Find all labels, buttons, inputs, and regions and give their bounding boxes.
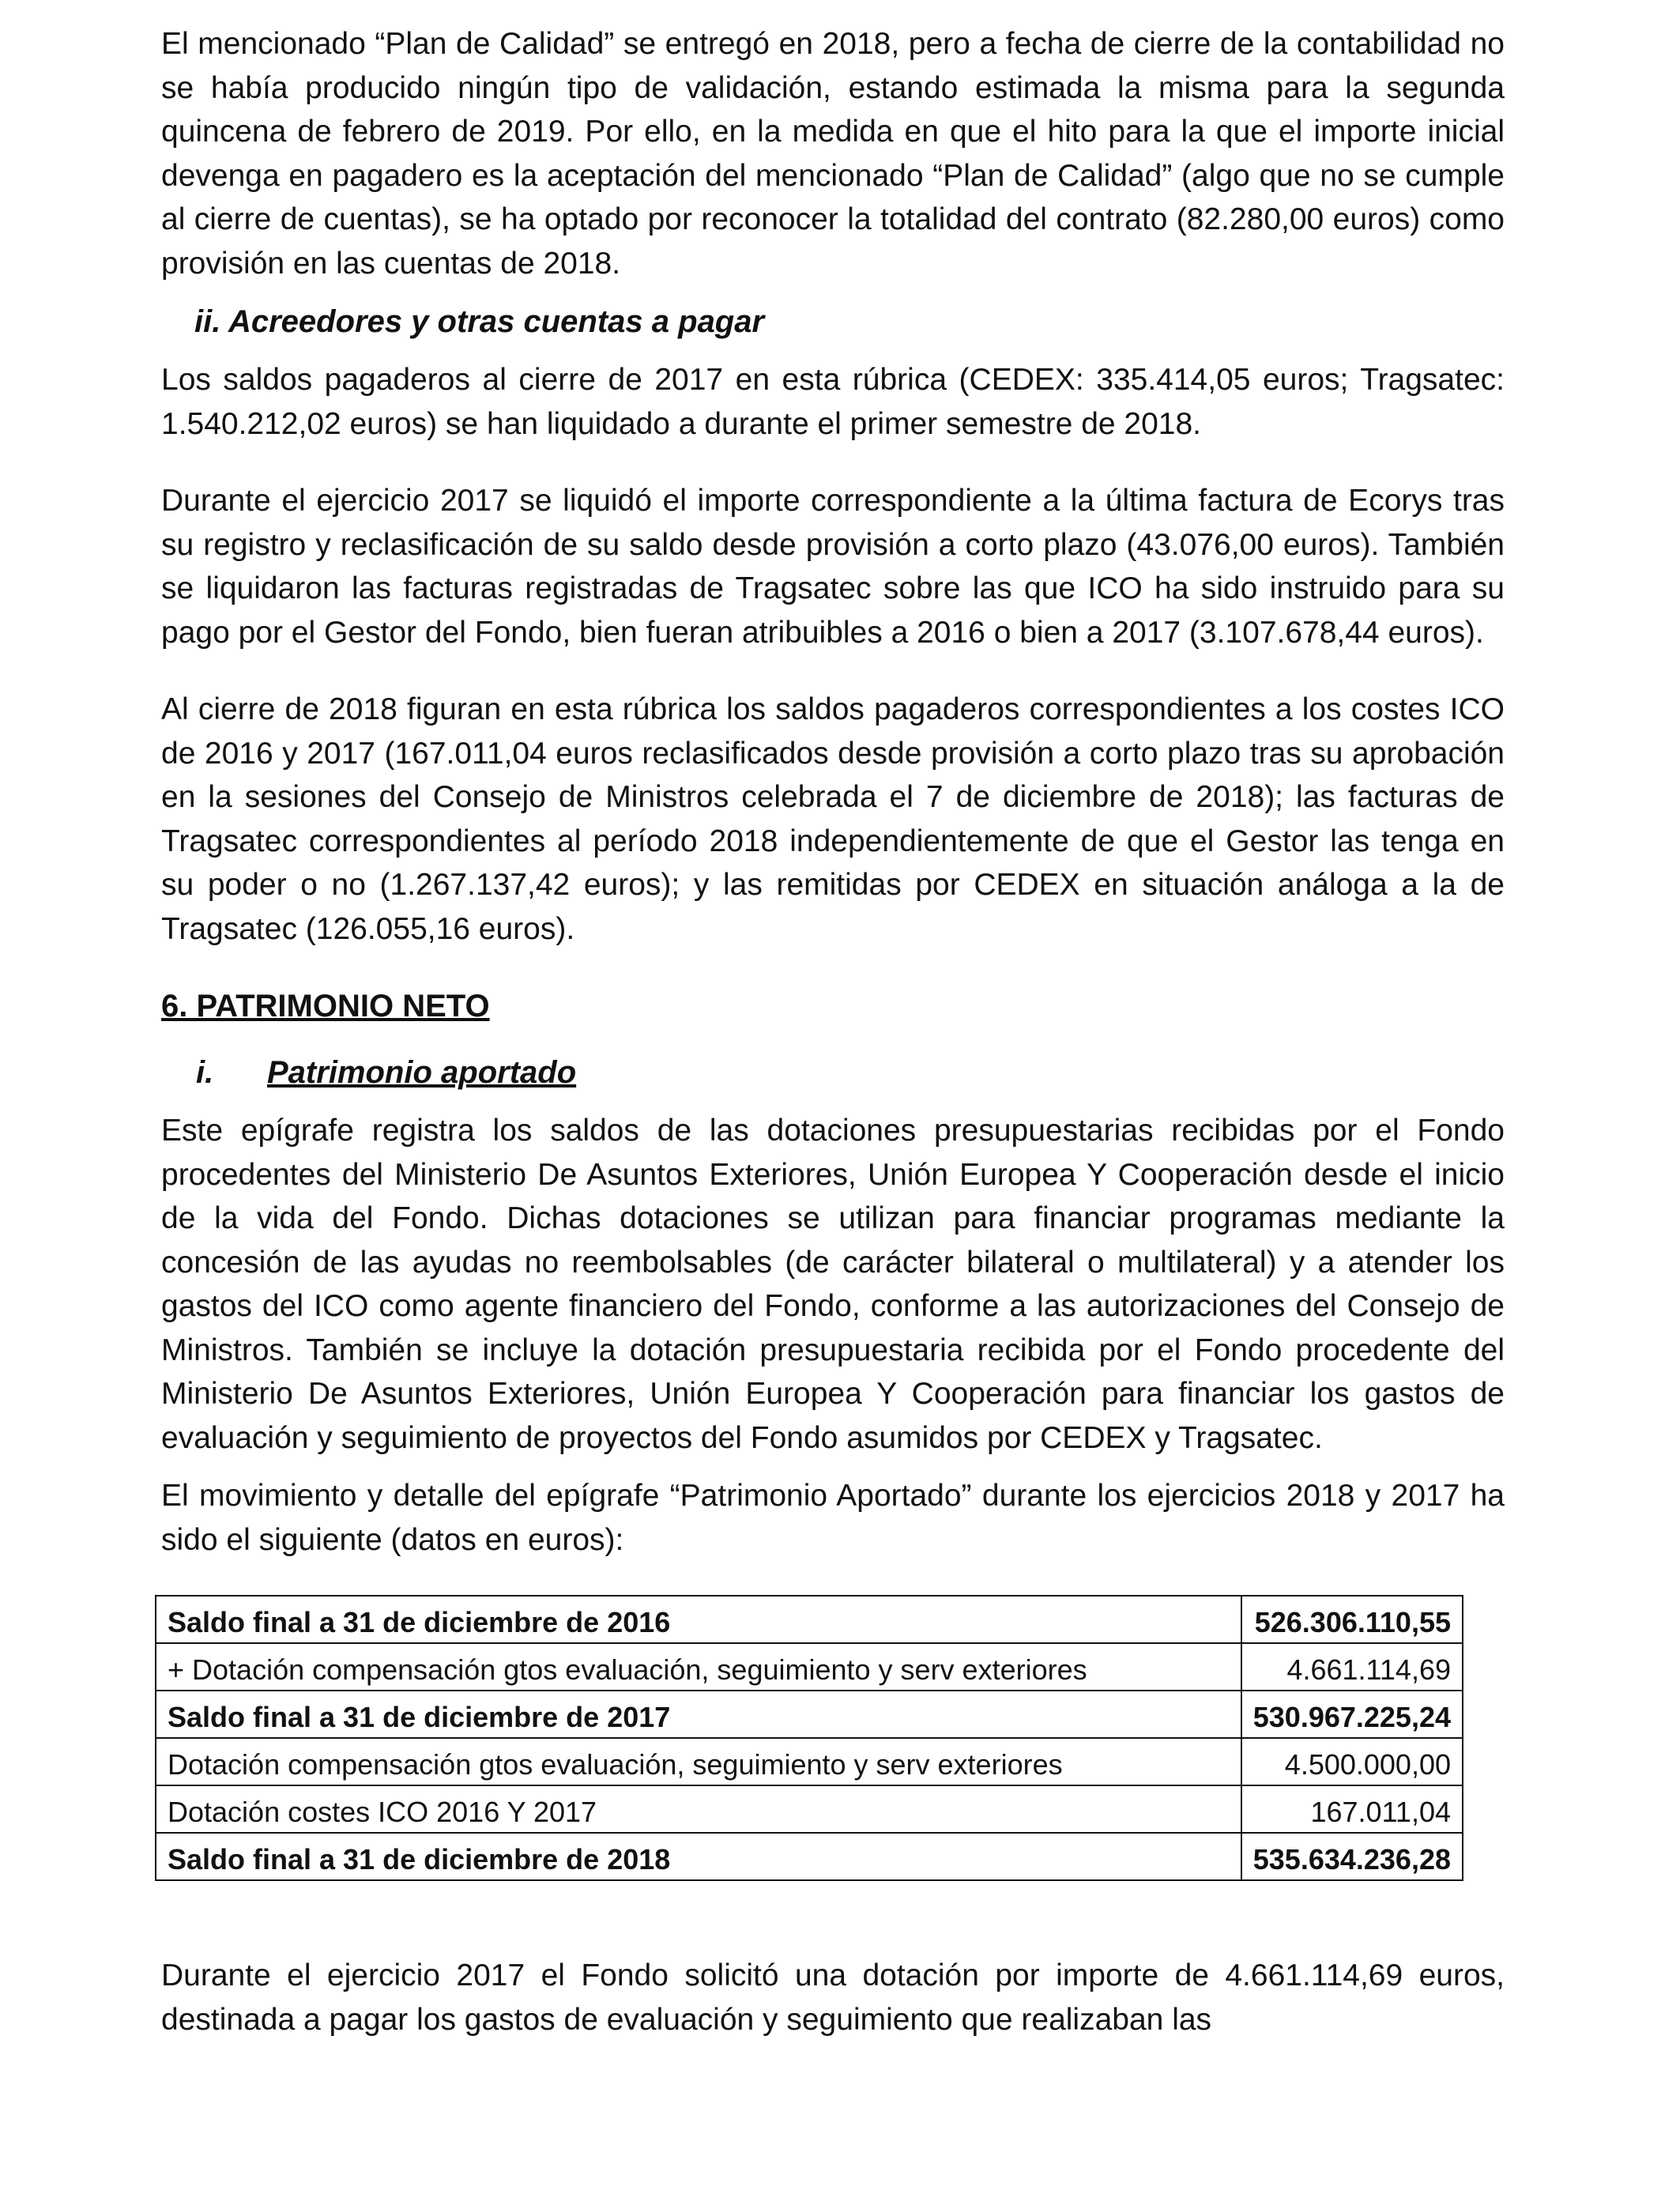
- table-cell-value: 167.011,04: [1241, 1785, 1463, 1833]
- heading-acreedores: ii. Acreedores y otras cuentas a pagar: [194, 304, 765, 339]
- table-row: [156, 1738, 1463, 1785]
- table-cell-label: Dotación compensación gtos evaluación, seguimiento y serv exteriores: [156, 1738, 1241, 1785]
- table-row: [156, 1643, 1463, 1691]
- table-cell-value: 530.967.225,24: [1241, 1691, 1463, 1738]
- table-row: [156, 1833, 1463, 1880]
- subsection-heading-patrimonio-aportado: [161, 1050, 1505, 1095]
- subsection-title: Patrimonio aportado: [267, 1055, 577, 1090]
- paragraph-plan-calidad: El mencionado “Plan de Calidad” se entregó en 2018, pero a fecha de cierre de la contabilidad no se había producido ningún tipo de validación, estando estimada la misma para la segunda quincena de febrero de 2019. Por ello, en la medida en que el hito para la que el importe inicial devenga en pagadero es la aceptación del mencionado “Plan de Calidad” (algo que no se cumple al cierre de cuentas), se ha optado por reconocer la totalidad del contrato (82.280,00 euros) como provisión en las cuentas de 2018.: [161, 27, 1505, 281]
- document-page: [161, 22, 1505, 2041]
- table-cell-label: Saldo final a 31 de diciembre de 2018: [156, 1833, 1241, 1880]
- paragraph-movimiento: El movimiento y detalle del epígrafe “Patrimonio Aportado” durante los ejercicios 2018 y 2017 ha sido el siguiente (datos en euros):: [161, 1479, 1505, 1557]
- paragraph-ejercicio-2017: Durante el ejercicio 2017 se liquidó el importe correspondiente a la última factura de Ecorys tras su registro y reclasificación de su saldo desde provisión a corto plazo (43.076,00 euros). También se liquidaron las facturas registradas de Tragsatec sobre las que ICO ha sido instruido para su pago por el Gestor del Fondo, bien fueran atribuibles a 2016 o bien a 2017 (3.107.678,44 euros).: [161, 484, 1505, 650]
- table-cell-label: + Dotación compensación gtos evaluación, seguimiento y serv exteriores: [156, 1643, 1241, 1691]
- table-cell-value: 535.634.236,28: [1241, 1833, 1463, 1880]
- subsection-number: i.: [196, 1055, 214, 1090]
- paragraph-saldos-2017: Los saldos pagaderos al cierre de 2017 en esta rúbrica (CEDEX: 335.414,05 euros; Tragsatec: 1.540.212,02 euros) se han liquidado a durante el primer semestre de 2018.: [161, 363, 1505, 441]
- table-cell-label: Dotación costes ICO 2016 Y 2017: [156, 1785, 1241, 1833]
- paragraph-epigrafe: Este epígrafe registra los saldos de las dotaciones presupuestarias recibidas por el Fondo procedentes del Ministerio De Asuntos Exteriores, Unión Europea Y Cooperación desde el inicio de la vida del Fondo. Dichas dotaciones se utilizan para financiar programas mediante la concesión de las ayudas no reembolsables (de carácter bilateral o multilateral) y a atender los gastos del ICO como agente financiero del Fondo, conforme a las autorizaciones del Consejo de Ministros. También se incluye la dotación presupuestaria recibida por el Fondo procedente del Ministerio De Asuntos Exteriores, Unión Europea Y Cooperación para financiar los gastos de evaluación y seguimiento de proyectos del Fondo asumidos por CEDEX y Tragsatec.: [161, 1114, 1505, 1455]
- section-heading-patrimonio-neto: 6. PATRIMONIO NETO: [161, 989, 490, 1023]
- paragraph-cierre-2018: Al cierre de 2018 figuran en esta rúbrica los saldos pagaderos correspondientes a los costes ICO de 2016 y 2017 (167.011,04 euros reclasificados desde provisión a corto plazo tras su aprobación en la sesiones del Consejo de Ministros celebrada el 7 de diciembre de 2018); las facturas de Tragsatec correspondientes al período 2018 independientemente de que el Gestor las tenga en su poder o no (1.267.137,42 euros); y las remitidas por CEDEX en situación análoga a la de Tragsatec (126.055,16 euros).: [161, 692, 1505, 946]
- table-cell-label: Saldo final a 31 de diciembre de 2016: [156, 1596, 1241, 1643]
- table-cell-value: 4.500.000,00: [1241, 1738, 1463, 1785]
- patrimonio-table: [155, 1595, 1463, 1881]
- table-row: [156, 1691, 1463, 1738]
- table-row: [156, 1785, 1463, 1833]
- table-row: [156, 1596, 1463, 1643]
- table-cell-value: 4.661.114,69: [1241, 1643, 1463, 1691]
- table-cell-value: 526.306.110,55: [1241, 1596, 1463, 1643]
- table-cell-label: Saldo final a 31 de diciembre de 2017: [156, 1691, 1241, 1738]
- paragraph-dotacion-2017: Durante el ejercicio 2017 el Fondo solicitó una dotación por importe de 4.661.114,69 euros, destinada a pagar los gastos de evaluación y seguimiento que realizaban las: [161, 1958, 1505, 2037]
